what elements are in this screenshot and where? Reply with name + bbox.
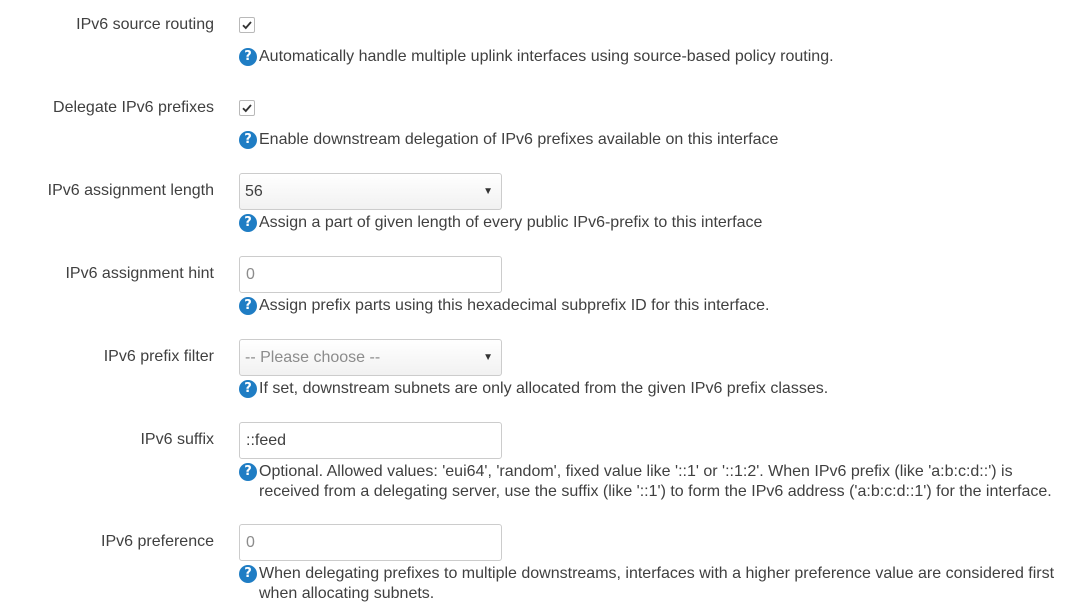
prefix-filter-select[interactable] bbox=[239, 339, 502, 376]
assignment-hint-input[interactable] bbox=[239, 256, 502, 293]
assignment-length-help bbox=[239, 213, 1073, 233]
question-circle-icon: ? bbox=[239, 214, 257, 232]
suffix-label: IPv6 suffix bbox=[140, 431, 214, 448]
checkmark-icon bbox=[241, 19, 253, 31]
source-routing-checkbox[interactable] bbox=[239, 17, 255, 33]
assignment-length-select[interactable] bbox=[239, 173, 502, 210]
suffix-help-line1: Optional. Allowed values: 'eui64', 'random', fixed value like '::1' or '::1:2'. When IPv6 prefix (like 'a:b:c:d::') is bbox=[259, 463, 1013, 480]
preference-help-line2: when allocating subnets. bbox=[259, 585, 435, 602]
caret-down-icon: ▼ bbox=[483, 352, 493, 363]
assignment-length-label: IPv6 assignment length bbox=[47, 182, 214, 199]
delegate-prefixes-label: Delegate IPv6 prefixes bbox=[53, 99, 214, 116]
assignment-hint-help-text: Assign prefix parts using this hexadecimal subprefix ID for this interface. bbox=[259, 297, 770, 314]
suffix-help-line2: received from a delegating server, use the suffix (like '::1') to form the IPv6 address ('a:b:c:d::1') for the interface. bbox=[259, 483, 1052, 500]
assignment-length-help-text: Assign a part of given length of every public IPv6-prefix to this interface bbox=[259, 214, 763, 231]
question-circle-icon: ? bbox=[239, 131, 257, 149]
suffix-help bbox=[239, 462, 1073, 502]
question-circle-icon: ? bbox=[239, 380, 257, 398]
question-circle-icon: ? bbox=[239, 463, 257, 481]
source-routing-label: IPv6 source routing bbox=[76, 16, 214, 33]
delegate-prefixes-checkbox[interactable] bbox=[239, 100, 255, 116]
assignment-length-value: 56 bbox=[245, 183, 263, 200]
suffix-input[interactable] bbox=[239, 422, 502, 459]
prefix-filter-value: -- Please choose -- bbox=[245, 349, 381, 366]
delegate-prefixes-help-text: Enable downstream delegation of IPv6 prefixes available on this interface bbox=[259, 131, 779, 148]
preference-label: IPv6 preference bbox=[101, 533, 214, 550]
source-routing-help bbox=[239, 47, 1073, 67]
prefix-filter-help bbox=[239, 379, 1073, 399]
preference-help bbox=[239, 564, 1073, 604]
preference-help-line1: When delegating prefixes to multiple downstreams, interfaces with a higher preference value are considered first bbox=[259, 565, 1055, 582]
assignment-hint-label: IPv6 assignment hint bbox=[65, 265, 214, 282]
prefix-filter-help-text: If set, downstream subnets are only allocated from the given IPv6 prefix classes. bbox=[259, 380, 829, 397]
assignment-hint-help bbox=[239, 296, 1073, 316]
question-circle-icon: ? bbox=[239, 48, 257, 66]
preference-input[interactable] bbox=[239, 524, 502, 561]
source-routing-help-text: Automatically handle multiple uplink interfaces using source-based policy routing. bbox=[259, 48, 834, 65]
delegate-prefixes-help bbox=[239, 130, 1073, 150]
question-circle-icon: ? bbox=[239, 565, 257, 583]
caret-down-icon: ▼ bbox=[483, 186, 493, 197]
question-circle-icon: ? bbox=[239, 297, 257, 315]
checkmark-icon bbox=[241, 102, 253, 114]
prefix-filter-label: IPv6 prefix filter bbox=[103, 348, 214, 365]
